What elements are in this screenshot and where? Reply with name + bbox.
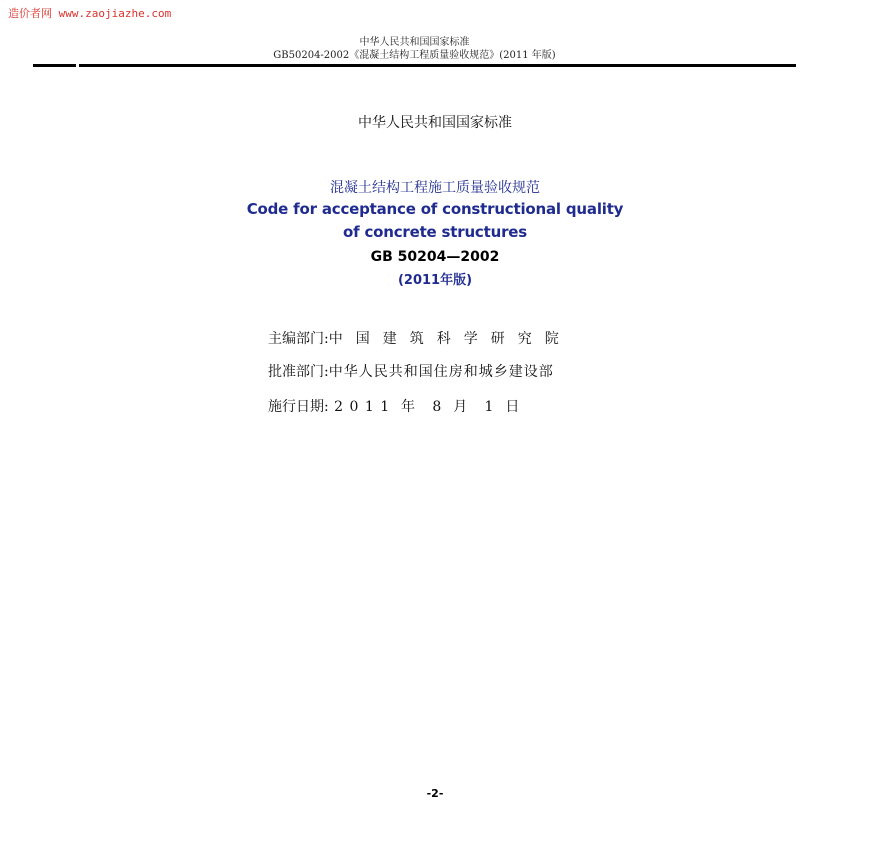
- effective-date-row: [268, 396, 520, 416]
- watermark-text: 造价者网 www.zaojiazhe.com: [8, 7, 172, 20]
- standard-code-number: GB 50204—2002: [370, 249, 500, 265]
- editor-department-row: [268, 328, 572, 348]
- approver-department-row: [268, 361, 554, 381]
- title-english-line2: of concrete structures: [343, 223, 527, 241]
- title-chinese: 混凝土结构工程施工质量验收规范: [330, 180, 540, 196]
- approver-department-value: 中华人民共和国住房和城乡建设部: [328, 364, 554, 380]
- title-english-line1: Code for acceptance of constructional quality: [246, 200, 624, 218]
- approver-department-label: 批准部门:: [268, 364, 329, 380]
- edition-label: (2011年版): [397, 273, 473, 288]
- page-number: -2-: [426, 787, 444, 800]
- running-header-line1: 中华人民共和国国家标准: [359, 37, 470, 48]
- effective-date-value: 2 0 1 1 年 8 月 1 日: [328, 399, 521, 415]
- running-header-line2: GB50204-2002《混凝土结构工程质量验收规范》(2011 年版): [273, 50, 556, 61]
- editor-department-label: 主编部门:: [268, 331, 329, 347]
- header-rule-gap: [76, 64, 79, 67]
- editor-department-value: 中国建筑科学研究院: [328, 331, 572, 347]
- header-rule: [33, 64, 796, 67]
- title-block: [0, 178, 870, 292]
- national-standard-label: 中华人民共和国国家标准: [358, 115, 512, 131]
- running-header: [33, 36, 796, 62]
- effective-date-label: 施行日期:: [268, 399, 329, 415]
